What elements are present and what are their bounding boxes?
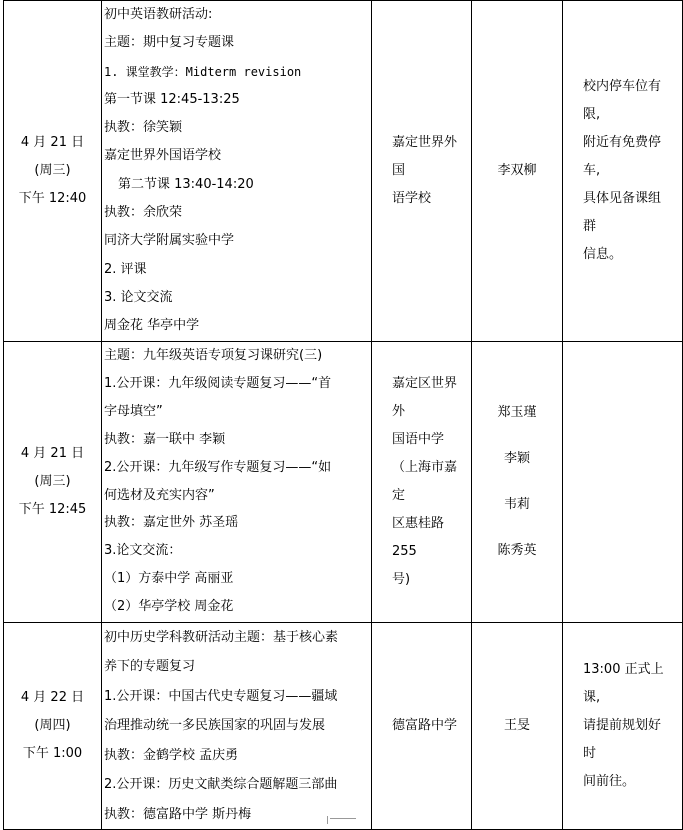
person-name: 韦莉	[503, 496, 530, 512]
content-line: 执教：金鹤学校 孟庆勇	[104, 747, 239, 763]
content-line: 字母填空”	[104, 403, 163, 419]
content-line: 治理推动统一多民族国家的巩固与发展	[104, 718, 326, 734]
person-cell	[472, 622, 563, 830]
content-line: 第二节课 13:40-14:20	[118, 176, 254, 192]
person-name: 李双柳	[497, 162, 537, 178]
location-cell	[372, 622, 472, 830]
content-line: 执教：余欣荣	[104, 205, 183, 221]
date-cell	[4, 341, 102, 622]
note-cell	[563, 1, 683, 342]
page-corner-mark	[327, 816, 328, 824]
location-line: 国语中学	[392, 431, 445, 447]
content-line: （2）华亭学校 周金花	[104, 599, 234, 615]
date-time: 下午 1:00	[22, 745, 83, 761]
schedule-row	[4, 1, 683, 342]
content-line: 主题：期中复习专题课	[104, 35, 235, 51]
content-line: 养下的专题复习	[104, 659, 196, 675]
note-line: 信息。	[583, 246, 623, 262]
note-line: 具体见备课组群	[583, 190, 662, 234]
content-line: （1）方泰中学 高丽亚	[104, 571, 234, 587]
note-line: 13:00 正式上课,	[583, 661, 664, 705]
schedule-table	[3, 0, 683, 830]
content-cell	[102, 341, 372, 622]
content-line: 同济大学附属实验中学	[104, 233, 235, 249]
content-line: 执教：嘉定世外 苏圣瑶	[104, 515, 239, 531]
date-cell	[4, 622, 102, 830]
content-line: 周金花 华亭中学	[104, 318, 200, 334]
content-line: 3.论文交流：	[104, 543, 182, 559]
location-line: 语学校	[392, 190, 432, 206]
location-line: 德富路中学	[392, 717, 458, 733]
content-line: 第一节课 12:45-13:25	[104, 91, 240, 107]
person-cell	[472, 341, 563, 622]
person-name: 郑玉瑾	[497, 404, 537, 420]
content-line: 何选材及充实内容”	[104, 487, 215, 503]
note-line: 校内停车位有限,	[583, 78, 662, 122]
content-line: 执教：德富路中学 斯丹梅	[104, 806, 252, 822]
location-cell	[372, 341, 472, 622]
note-line: 间前往。	[583, 773, 636, 789]
location-line: （上海市嘉定	[392, 459, 458, 503]
person-name: 陈秀英	[497, 542, 537, 558]
note-line: 附近有免费停车,	[583, 134, 662, 178]
schedule-row	[4, 341, 683, 622]
content-line: 初中历史学科教研活动主题：基于核心素	[104, 629, 339, 645]
note-cell	[563, 622, 683, 830]
date-day: 4 月 22 日	[20, 689, 85, 705]
date-day: 4 月 21 日	[20, 445, 85, 461]
content-line: 2.公开课：历史文献类综合题解题三部曲	[104, 777, 338, 793]
date-time: 下午 12:45	[18, 501, 87, 517]
content-line: 执教：嘉一联中 李颖	[104, 431, 226, 447]
content-line: 1. 课堂教学：Midterm revision	[104, 64, 302, 79]
content-line: 2.公开课：九年级写作专题复习——“如	[104, 459, 332, 475]
content-line: 2. 评课	[104, 261, 147, 277]
note-line: 请提前规划好时	[583, 717, 662, 761]
location-cell	[372, 1, 472, 342]
date-day: 4 月 21 日	[20, 134, 85, 150]
content-cell	[102, 1, 372, 342]
location-line: 号)	[392, 571, 411, 587]
content-line: 1.公开课：中国古代史专题复习——疆域	[104, 688, 338, 704]
content-line: 执教：徐笑颖	[104, 120, 183, 136]
content-line: 1.公开课：九年级阅读专题复习——“首	[104, 375, 332, 391]
date-weekday: (周三)	[34, 162, 71, 178]
content-line: 初中英语教研活动:	[104, 7, 213, 22]
content-cell	[102, 622, 372, 830]
date-time: 下午 12:40	[18, 190, 87, 206]
location-line: 嘉定世界外国	[392, 134, 458, 178]
person-cell	[472, 1, 563, 342]
content-line: 3. 论文交流	[104, 289, 173, 305]
date-weekday: (周四)	[34, 717, 71, 733]
person-name: 李颖	[503, 450, 530, 466]
content-line: 主题：九年级英语专项复习课研究(三)	[104, 348, 323, 364]
location-line: 区惠桂路 255	[392, 515, 445, 559]
note-cell	[563, 341, 683, 622]
date-cell	[4, 1, 102, 342]
schedule-row	[4, 622, 683, 830]
content-line: 嘉定世界外国语学校	[104, 148, 222, 164]
date-weekday: (周三)	[34, 473, 71, 489]
person-name: 王旻	[503, 717, 530, 733]
location-line: 嘉定区世界外	[392, 375, 458, 419]
